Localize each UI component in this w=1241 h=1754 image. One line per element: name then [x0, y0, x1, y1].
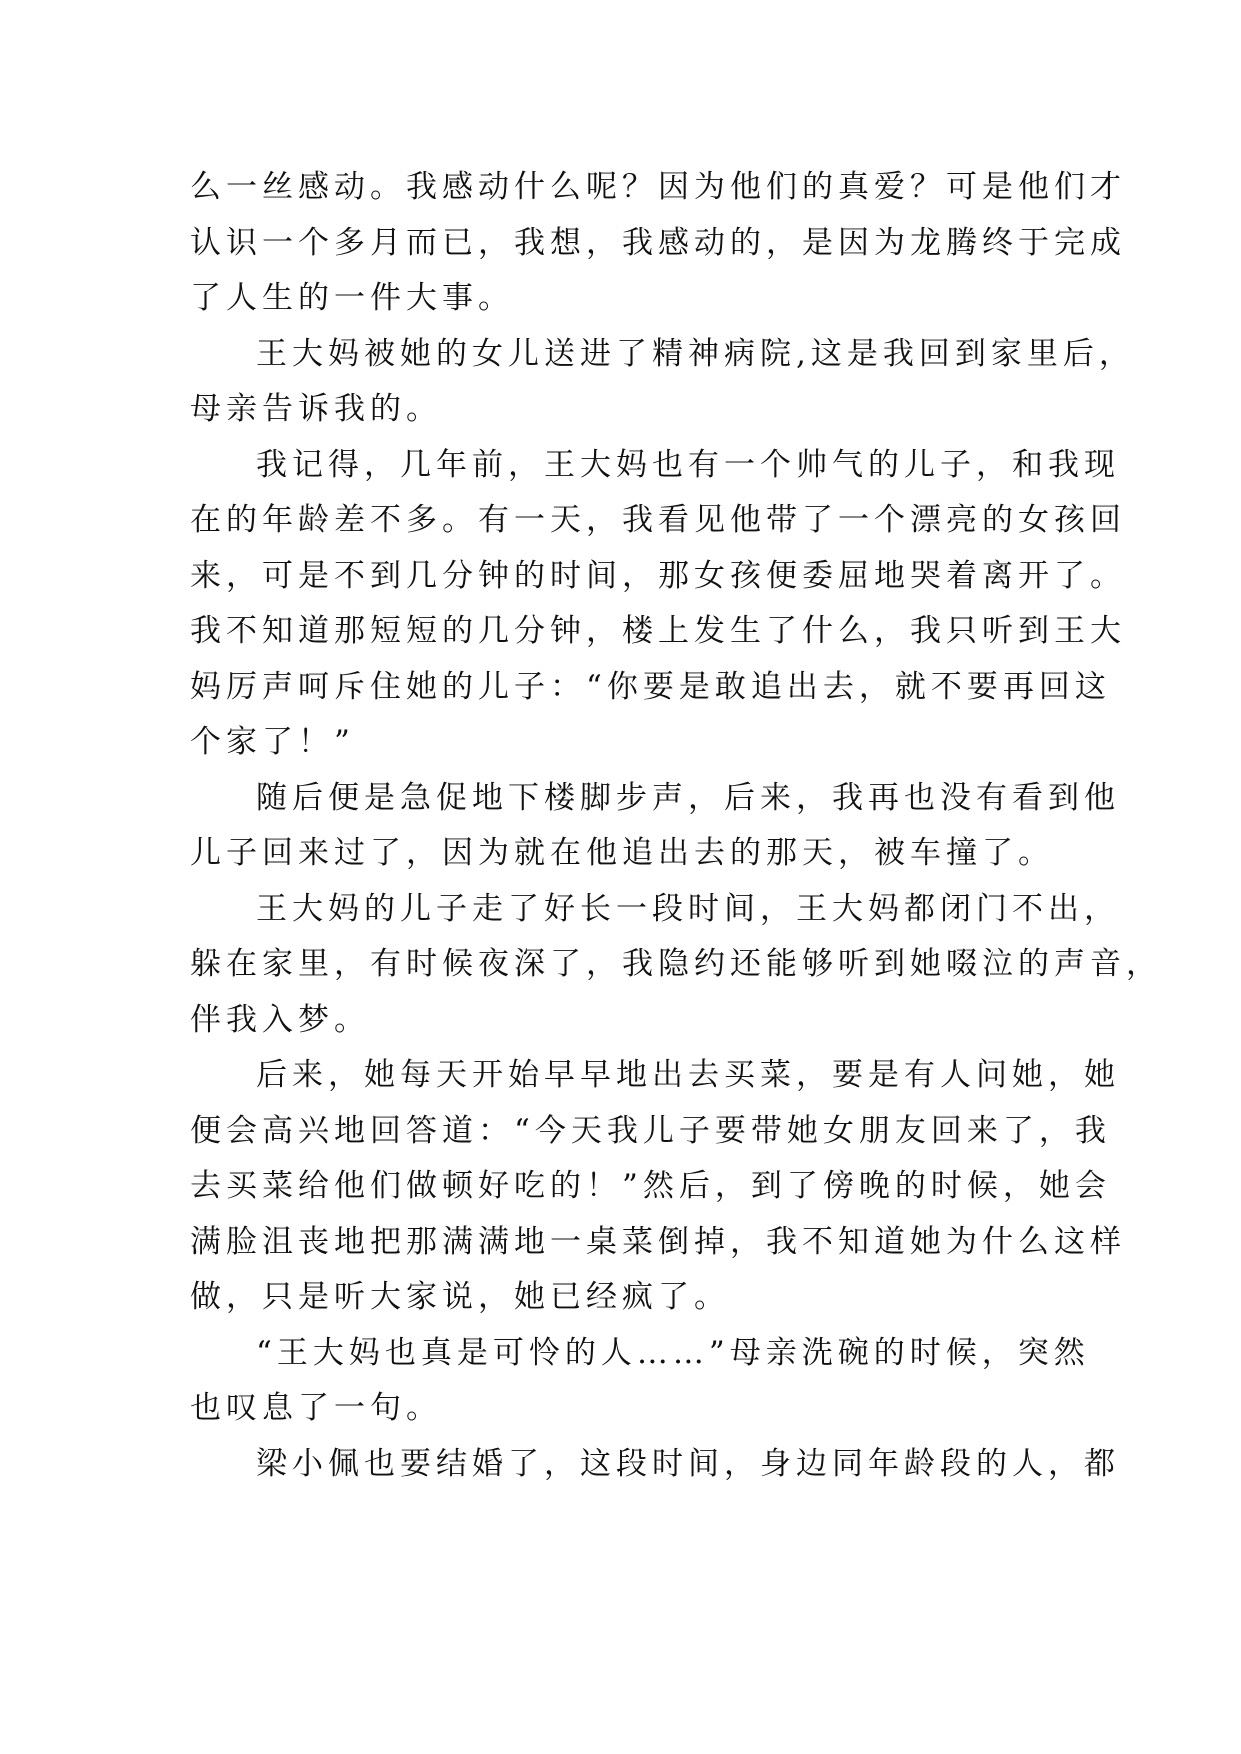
- text-line: 么一丝感动。我感动什么呢？因为他们的真爱？可是他们才: [190, 169, 1126, 205]
- text-line: 妈厉声呵斥住她的儿子：“你要是敢追出去，就不要再回这: [190, 668, 1111, 705]
- text-line: 王大妈被她的女儿送进了精神病院,这是我回到家里后，: [256, 335, 1135, 372]
- text-line: 我不知道那短短的几分钟，楼上发生了什么，我只听到王大: [190, 613, 1126, 649]
- document-body: [190, 160, 1162, 1492]
- text-line: 母亲告诉我的。: [190, 391, 442, 427]
- text-line: 满脸沮丧地把那满满地一桌菜倒掉，我不知道她为什么这样: [190, 1223, 1126, 1260]
- text-line: 去买菜给他们做顿好吃的！”然后，到了傍晚的时候，她会: [190, 1168, 1111, 1204]
- text-line: 来，可是不到几分钟的时间，那女孩便委屈地哭着离开了。: [190, 557, 1126, 594]
- text-line: “王大妈也真是可怜的人……”母亲洗碗的时候，突然: [256, 1334, 1090, 1371]
- text-line: 也叹息了一句。: [190, 1390, 442, 1426]
- text-line: 我记得，几年前，王大妈也有一个帅气的儿子，和我现: [256, 446, 1120, 483]
- text-line: 儿子回来过了，因为就在他追出去的那天，被车撞了。: [190, 835, 1054, 871]
- text-line: 后来，她每天开始早早地出去买菜，要是有人问她，她: [256, 1057, 1120, 1093]
- text-line: 在的年龄差不多。有一天，我看见他带了一个漂亮的女孩回: [190, 502, 1126, 538]
- text-line: 了人生的一件大事。: [190, 280, 514, 316]
- text-line: 随后便是急促地下楼脚步声，后来，我再也没有看到他: [256, 779, 1120, 816]
- text-line: 个家了！”: [190, 724, 355, 760]
- text-line: 梁小佩也要结婚了，这段时间，身边同年龄段的人，都: [256, 1445, 1120, 1482]
- text-line: 躲在家里，有时候夜深了，我隐约还能够听到她啜泣的声音，: [190, 946, 1162, 982]
- text-line: 做，只是听大家说，她已经疯了。: [190, 1279, 730, 1315]
- text-line: 王大妈的儿子走了好长一段时间，王大妈都闭门不出，: [256, 890, 1120, 927]
- text-line: 便会高兴地回答道：“今天我儿子要带她女朋友回来了，我: [190, 1112, 1111, 1149]
- text-line: 伴我入梦。: [190, 1001, 370, 1038]
- text-line: 认识一个多月而已，我想，我感动的，是因为龙腾终于完成: [190, 224, 1126, 261]
